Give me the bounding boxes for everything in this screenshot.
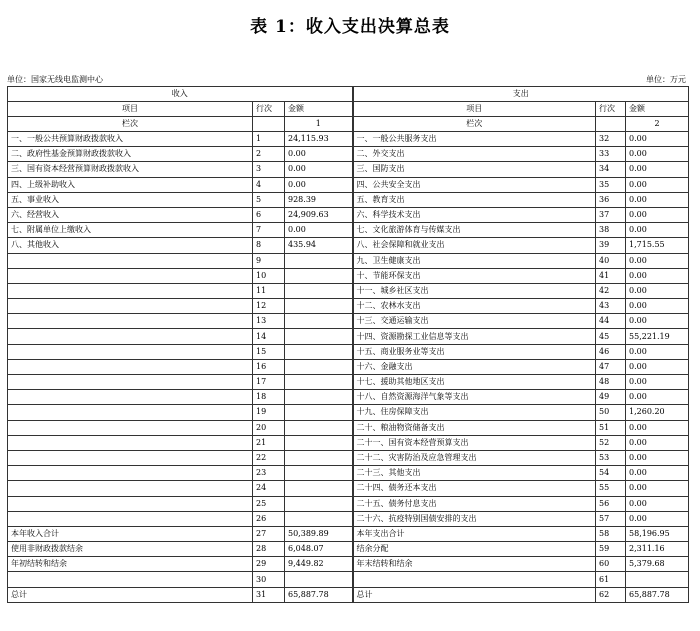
income-amount-cell: 6,048.07 <box>285 542 353 557</box>
expense-item-cell: 十二、农林水支出 <box>353 299 596 314</box>
income-row-no-cell: 24 <box>253 481 285 496</box>
table-row <box>8 238 689 253</box>
table-row <box>8 587 689 602</box>
income-item-cell: 七、附属单位上缴收入 <box>8 223 253 238</box>
income-item-cell <box>8 466 253 481</box>
table-row <box>8 283 689 298</box>
expense-amount-cell: 0.00 <box>626 177 689 192</box>
expense-item-cell <box>353 572 596 587</box>
income-item-cell <box>8 390 253 405</box>
expense-row-no-cell: 40 <box>596 253 626 268</box>
expense-amount-cell: 0.00 <box>626 511 689 526</box>
income-item-cell: 六、经营收入 <box>8 207 253 222</box>
expense-item-cell: 十四、资源勘探工业信息等支出 <box>353 329 596 344</box>
expense-amount-cell: 0.00 <box>626 147 689 162</box>
table-row <box>8 359 689 374</box>
expense-amount-cell: 2,311.16 <box>626 542 689 557</box>
income-row-no-cell: 15 <box>253 344 285 359</box>
expense-row-no-cell: 41 <box>596 268 626 283</box>
expense-amount-header: 金额 <box>626 102 689 117</box>
income-section-header: 收入 <box>8 87 353 102</box>
expense-row-no-cell: 44 <box>596 314 626 329</box>
income-row-no-cell: 18 <box>253 390 285 405</box>
expense-amount-cell: 0.00 <box>626 162 689 177</box>
expense-amount-cell: 0.00 <box>626 283 689 298</box>
expense-amount-cell: 55,221.19 <box>626 329 689 344</box>
expense-amount-cell: 0.00 <box>626 268 689 283</box>
income-item-cell <box>8 420 253 435</box>
income-amount-cell <box>285 329 353 344</box>
income-amount-cell: 24,909.63 <box>285 207 353 222</box>
expense-row-no-cell: 59 <box>596 542 626 557</box>
table-row <box>8 329 689 344</box>
expense-row-no-cell: 33 <box>596 147 626 162</box>
income-amount-cell <box>285 405 353 420</box>
expense-row-no-cell: 46 <box>596 344 626 359</box>
table-row <box>8 481 689 496</box>
expense-item-cell: 二十、粮油物资储备支出 <box>353 420 596 435</box>
income-amount-cell: 0.00 <box>285 147 353 162</box>
expense-amount-cell: 1,260.20 <box>626 405 689 420</box>
expense-row-no-blank <box>596 117 626 132</box>
expense-row-no-cell: 62 <box>596 587 626 602</box>
income-item-cell <box>8 375 253 390</box>
expense-row-no-cell: 54 <box>596 466 626 481</box>
income-item-cell <box>8 268 253 283</box>
expense-item-cell: 二十三、其他支出 <box>353 466 596 481</box>
expense-row-no-cell: 45 <box>596 329 626 344</box>
income-row-no-cell: 9 <box>253 253 285 268</box>
income-row-no-cell: 28 <box>253 542 285 557</box>
table-row <box>8 450 689 465</box>
income-row-no-cell: 2 <box>253 147 285 162</box>
income-row-no-cell: 25 <box>253 496 285 511</box>
income-row-no-cell: 17 <box>253 375 285 390</box>
expense-item-cell: 结余分配 <box>353 542 596 557</box>
expense-item-cell: 十五、商业服务业等支出 <box>353 344 596 359</box>
income-item-cell <box>8 299 253 314</box>
expense-amount-cell: 0.00 <box>626 344 689 359</box>
income-item-cell <box>8 481 253 496</box>
expense-amount-cell: 0.00 <box>626 375 689 390</box>
table-row <box>8 542 689 557</box>
income-row-no-cell: 13 <box>253 314 285 329</box>
expense-amount-cell: 1,715.55 <box>626 238 689 253</box>
column-index-row <box>8 117 689 132</box>
income-amount-cell <box>285 466 353 481</box>
expense-row-no-cell: 37 <box>596 207 626 222</box>
income-item-cell <box>8 329 253 344</box>
income-amount-cell <box>285 420 353 435</box>
income-amount-cell <box>285 496 353 511</box>
expense-amount-cell: 0.00 <box>626 496 689 511</box>
income-amount-cell <box>285 268 353 283</box>
expense-item-cell: 十、节能环保支出 <box>353 268 596 283</box>
expense-row-no-cell: 48 <box>596 375 626 390</box>
income-row-no-cell: 12 <box>253 299 285 314</box>
expense-item-cell: 二十五、债务付息支出 <box>353 496 596 511</box>
income-amount-cell <box>285 344 353 359</box>
income-row-no-cell: 26 <box>253 511 285 526</box>
expense-row-no-cell: 52 <box>596 435 626 450</box>
income-item-cell: 五、事业收入 <box>8 192 253 207</box>
income-amount-cell <box>285 572 353 587</box>
income-amount-cell: 0.00 <box>285 162 353 177</box>
expense-item-cell: 八、社会保障和就业支出 <box>353 238 596 253</box>
income-amount-cell <box>285 314 353 329</box>
expense-row-no-cell: 57 <box>596 511 626 526</box>
expense-amount-cell: 0.00 <box>626 359 689 374</box>
table-row <box>8 375 689 390</box>
expense-amount-cell: 0.00 <box>626 435 689 450</box>
expense-amount-cell: 0.00 <box>626 299 689 314</box>
expense-item-cell: 总计 <box>353 587 596 602</box>
expense-row-no-cell: 38 <box>596 223 626 238</box>
income-amount-header: 金额 <box>285 102 353 117</box>
expense-item-cell: 三、国防支出 <box>353 162 596 177</box>
income-amount-cell: 435.94 <box>285 238 353 253</box>
expense-row-no-cell: 60 <box>596 557 626 572</box>
income-amount-cell <box>285 253 353 268</box>
income-item-cell: 三、国有资本经营预算财政拨款收入 <box>8 162 253 177</box>
table-row <box>8 268 689 283</box>
income-row-no-cell: 4 <box>253 177 285 192</box>
income-row-no-blank <box>253 117 285 132</box>
income-item-cell <box>8 344 253 359</box>
table-row <box>8 572 689 587</box>
income-item-cell <box>8 253 253 268</box>
income-row-no-cell: 6 <box>253 207 285 222</box>
expense-item-cell: 十三、交通运输支出 <box>353 314 596 329</box>
expense-row-no-cell: 47 <box>596 359 626 374</box>
income-amount-cell <box>285 450 353 465</box>
income-item-cell: 总计 <box>8 587 253 602</box>
income-row-no-cell: 7 <box>253 223 285 238</box>
expense-amount-cell <box>626 572 689 587</box>
income-item-cell: 年初结转和结余 <box>8 557 253 572</box>
column-header-row <box>8 102 689 117</box>
expense-item-cell: 年末结转和结余 <box>353 557 596 572</box>
income-item-cell <box>8 359 253 374</box>
table-row <box>8 511 689 526</box>
income-row-no-cell: 21 <box>253 435 285 450</box>
table-row <box>8 147 689 162</box>
income-item-cell <box>8 435 253 450</box>
expense-column-label: 栏次 <box>353 117 596 132</box>
income-item-cell: 本年收入合计 <box>8 526 253 541</box>
expense-column-no: 2 <box>626 117 689 132</box>
income-amount-cell: 65,887.78 <box>285 587 353 602</box>
expense-row-no-cell: 34 <box>596 162 626 177</box>
expense-row-no-cell: 35 <box>596 177 626 192</box>
income-item-cell <box>8 283 253 298</box>
table-row <box>8 177 689 192</box>
expense-amount-cell: 0.00 <box>626 314 689 329</box>
expense-item-cell: 五、教育支出 <box>353 192 596 207</box>
expense-row-no-header: 行次 <box>596 102 626 117</box>
expense-amount-cell: 0.00 <box>626 390 689 405</box>
income-item-cell <box>8 511 253 526</box>
income-item-cell: 使用非财政拨款结余 <box>8 542 253 557</box>
income-column-label: 栏次 <box>8 117 253 132</box>
expense-item-cell: 二十一、国有资本经营预算支出 <box>353 435 596 450</box>
income-row-no-cell: 31 <box>253 587 285 602</box>
table-row <box>8 557 689 572</box>
income-row-no-cell: 5 <box>253 192 285 207</box>
expense-amount-cell: 0.00 <box>626 192 689 207</box>
unit-org-label: 单位：国家无线电监测中心 <box>7 75 103 84</box>
expense-row-no-cell: 55 <box>596 481 626 496</box>
income-amount-cell <box>285 299 353 314</box>
expense-amount-cell: 0.00 <box>626 481 689 496</box>
income-amount-cell: 0.00 <box>285 223 353 238</box>
income-row-no-cell: 19 <box>253 405 285 420</box>
income-row-no-cell: 14 <box>253 329 285 344</box>
income-item-cell <box>8 572 253 587</box>
expense-item-cell: 十七、援助其他地区支出 <box>353 375 596 390</box>
income-row-no-cell: 3 <box>253 162 285 177</box>
expense-item-cell: 二、外交支出 <box>353 147 596 162</box>
income-expense-table <box>7 86 689 603</box>
income-amount-cell: 0.00 <box>285 177 353 192</box>
expense-amount-cell: 0.00 <box>626 132 689 147</box>
income-item-cell <box>8 314 253 329</box>
income-row-no-cell: 23 <box>253 466 285 481</box>
table-row <box>8 344 689 359</box>
income-row-no-cell: 27 <box>253 526 285 541</box>
expense-item-cell: 二十四、债务还本支出 <box>353 481 596 496</box>
page-title: 表 1：收入支出决算总表 <box>250 17 450 37</box>
expense-row-no-cell: 50 <box>596 405 626 420</box>
income-row-no-cell: 22 <box>253 450 285 465</box>
expense-row-no-cell: 56 <box>596 496 626 511</box>
income-item-cell <box>8 405 253 420</box>
income-amount-cell: 928.39 <box>285 192 353 207</box>
income-amount-cell: 9,449.82 <box>285 557 353 572</box>
expense-row-no-cell: 32 <box>596 132 626 147</box>
expense-row-no-cell: 36 <box>596 192 626 207</box>
unit-currency-label: 单位：万元 <box>646 75 686 84</box>
income-item-cell: 一、一般公共预算财政拨款收入 <box>8 132 253 147</box>
expense-row-no-cell: 53 <box>596 450 626 465</box>
income-amount-cell: 50,389.89 <box>285 526 353 541</box>
expense-item-cell: 九、卫生健康支出 <box>353 253 596 268</box>
income-item-header: 项目 <box>8 102 253 117</box>
income-amount-cell <box>285 435 353 450</box>
income-amount-cell <box>285 375 353 390</box>
income-item-cell: 二、政府性基金预算财政拨款收入 <box>8 147 253 162</box>
table-row <box>8 162 689 177</box>
table-row <box>8 192 689 207</box>
expense-amount-cell: 0.00 <box>626 207 689 222</box>
expense-item-cell: 十八、自然资源海洋气象等支出 <box>353 390 596 405</box>
income-row-no-cell: 20 <box>253 420 285 435</box>
income-row-no-header: 行次 <box>253 102 285 117</box>
table-row <box>8 253 689 268</box>
expense-row-no-cell: 43 <box>596 299 626 314</box>
expense-amount-cell: 5,379.68 <box>626 557 689 572</box>
expense-item-cell: 十九、住房保障支出 <box>353 405 596 420</box>
expense-row-no-cell: 39 <box>596 238 626 253</box>
expense-item-header: 项目 <box>353 102 596 117</box>
expense-amount-cell: 65,887.78 <box>626 587 689 602</box>
income-item-cell <box>8 496 253 511</box>
section-header-row <box>8 87 689 102</box>
income-row-no-cell: 30 <box>253 572 285 587</box>
table-row <box>8 207 689 222</box>
income-amount-cell: 24,115.93 <box>285 132 353 147</box>
expense-amount-cell: 0.00 <box>626 420 689 435</box>
table-row <box>8 405 689 420</box>
expense-item-cell: 本年支出合计 <box>353 526 596 541</box>
expense-item-cell: 二十六、抗疫特别国债安排的支出 <box>353 511 596 526</box>
expense-amount-cell: 0.00 <box>626 253 689 268</box>
expense-row-no-cell: 58 <box>596 526 626 541</box>
table-row <box>8 420 689 435</box>
table-row <box>8 223 689 238</box>
expense-item-cell: 二十二、灾害防治及应急管理支出 <box>353 450 596 465</box>
income-item-cell: 八、其他收入 <box>8 238 253 253</box>
table-row <box>8 390 689 405</box>
table-row <box>8 132 689 147</box>
expense-item-cell: 十一、城乡社区支出 <box>353 283 596 298</box>
income-column-no: 1 <box>285 117 353 132</box>
income-amount-cell <box>285 481 353 496</box>
income-amount-cell <box>285 283 353 298</box>
table-row <box>8 299 689 314</box>
expense-amount-cell: 0.00 <box>626 450 689 465</box>
table-row <box>8 314 689 329</box>
income-item-cell: 四、上级补助收入 <box>8 177 253 192</box>
income-amount-cell <box>285 390 353 405</box>
expense-item-cell: 四、公共安全支出 <box>353 177 596 192</box>
income-row-no-cell: 10 <box>253 268 285 283</box>
expense-item-cell: 一、一般公共服务支出 <box>353 132 596 147</box>
income-row-no-cell: 11 <box>253 283 285 298</box>
expense-item-cell: 十六、金融支出 <box>353 359 596 374</box>
table-row <box>8 496 689 511</box>
table-row <box>8 526 689 541</box>
expense-row-no-cell: 42 <box>596 283 626 298</box>
expense-item-cell: 七、文化旅游体育与传媒支出 <box>353 223 596 238</box>
expense-item-cell: 六、科学技术支出 <box>353 207 596 222</box>
income-amount-cell <box>285 511 353 526</box>
income-row-no-cell: 8 <box>253 238 285 253</box>
expense-amount-cell: 58,196.95 <box>626 526 689 541</box>
income-item-cell <box>8 450 253 465</box>
expense-section-header: 支出 <box>353 87 689 102</box>
expense-amount-cell: 0.00 <box>626 223 689 238</box>
income-row-no-cell: 1 <box>253 132 285 147</box>
expense-row-no-cell: 49 <box>596 390 626 405</box>
expense-row-no-cell: 51 <box>596 420 626 435</box>
income-row-no-cell: 29 <box>253 557 285 572</box>
table-row <box>8 435 689 450</box>
income-amount-cell <box>285 359 353 374</box>
expense-row-no-cell: 61 <box>596 572 626 587</box>
table-row <box>8 466 689 481</box>
income-row-no-cell: 16 <box>253 359 285 374</box>
expense-amount-cell: 0.00 <box>626 466 689 481</box>
